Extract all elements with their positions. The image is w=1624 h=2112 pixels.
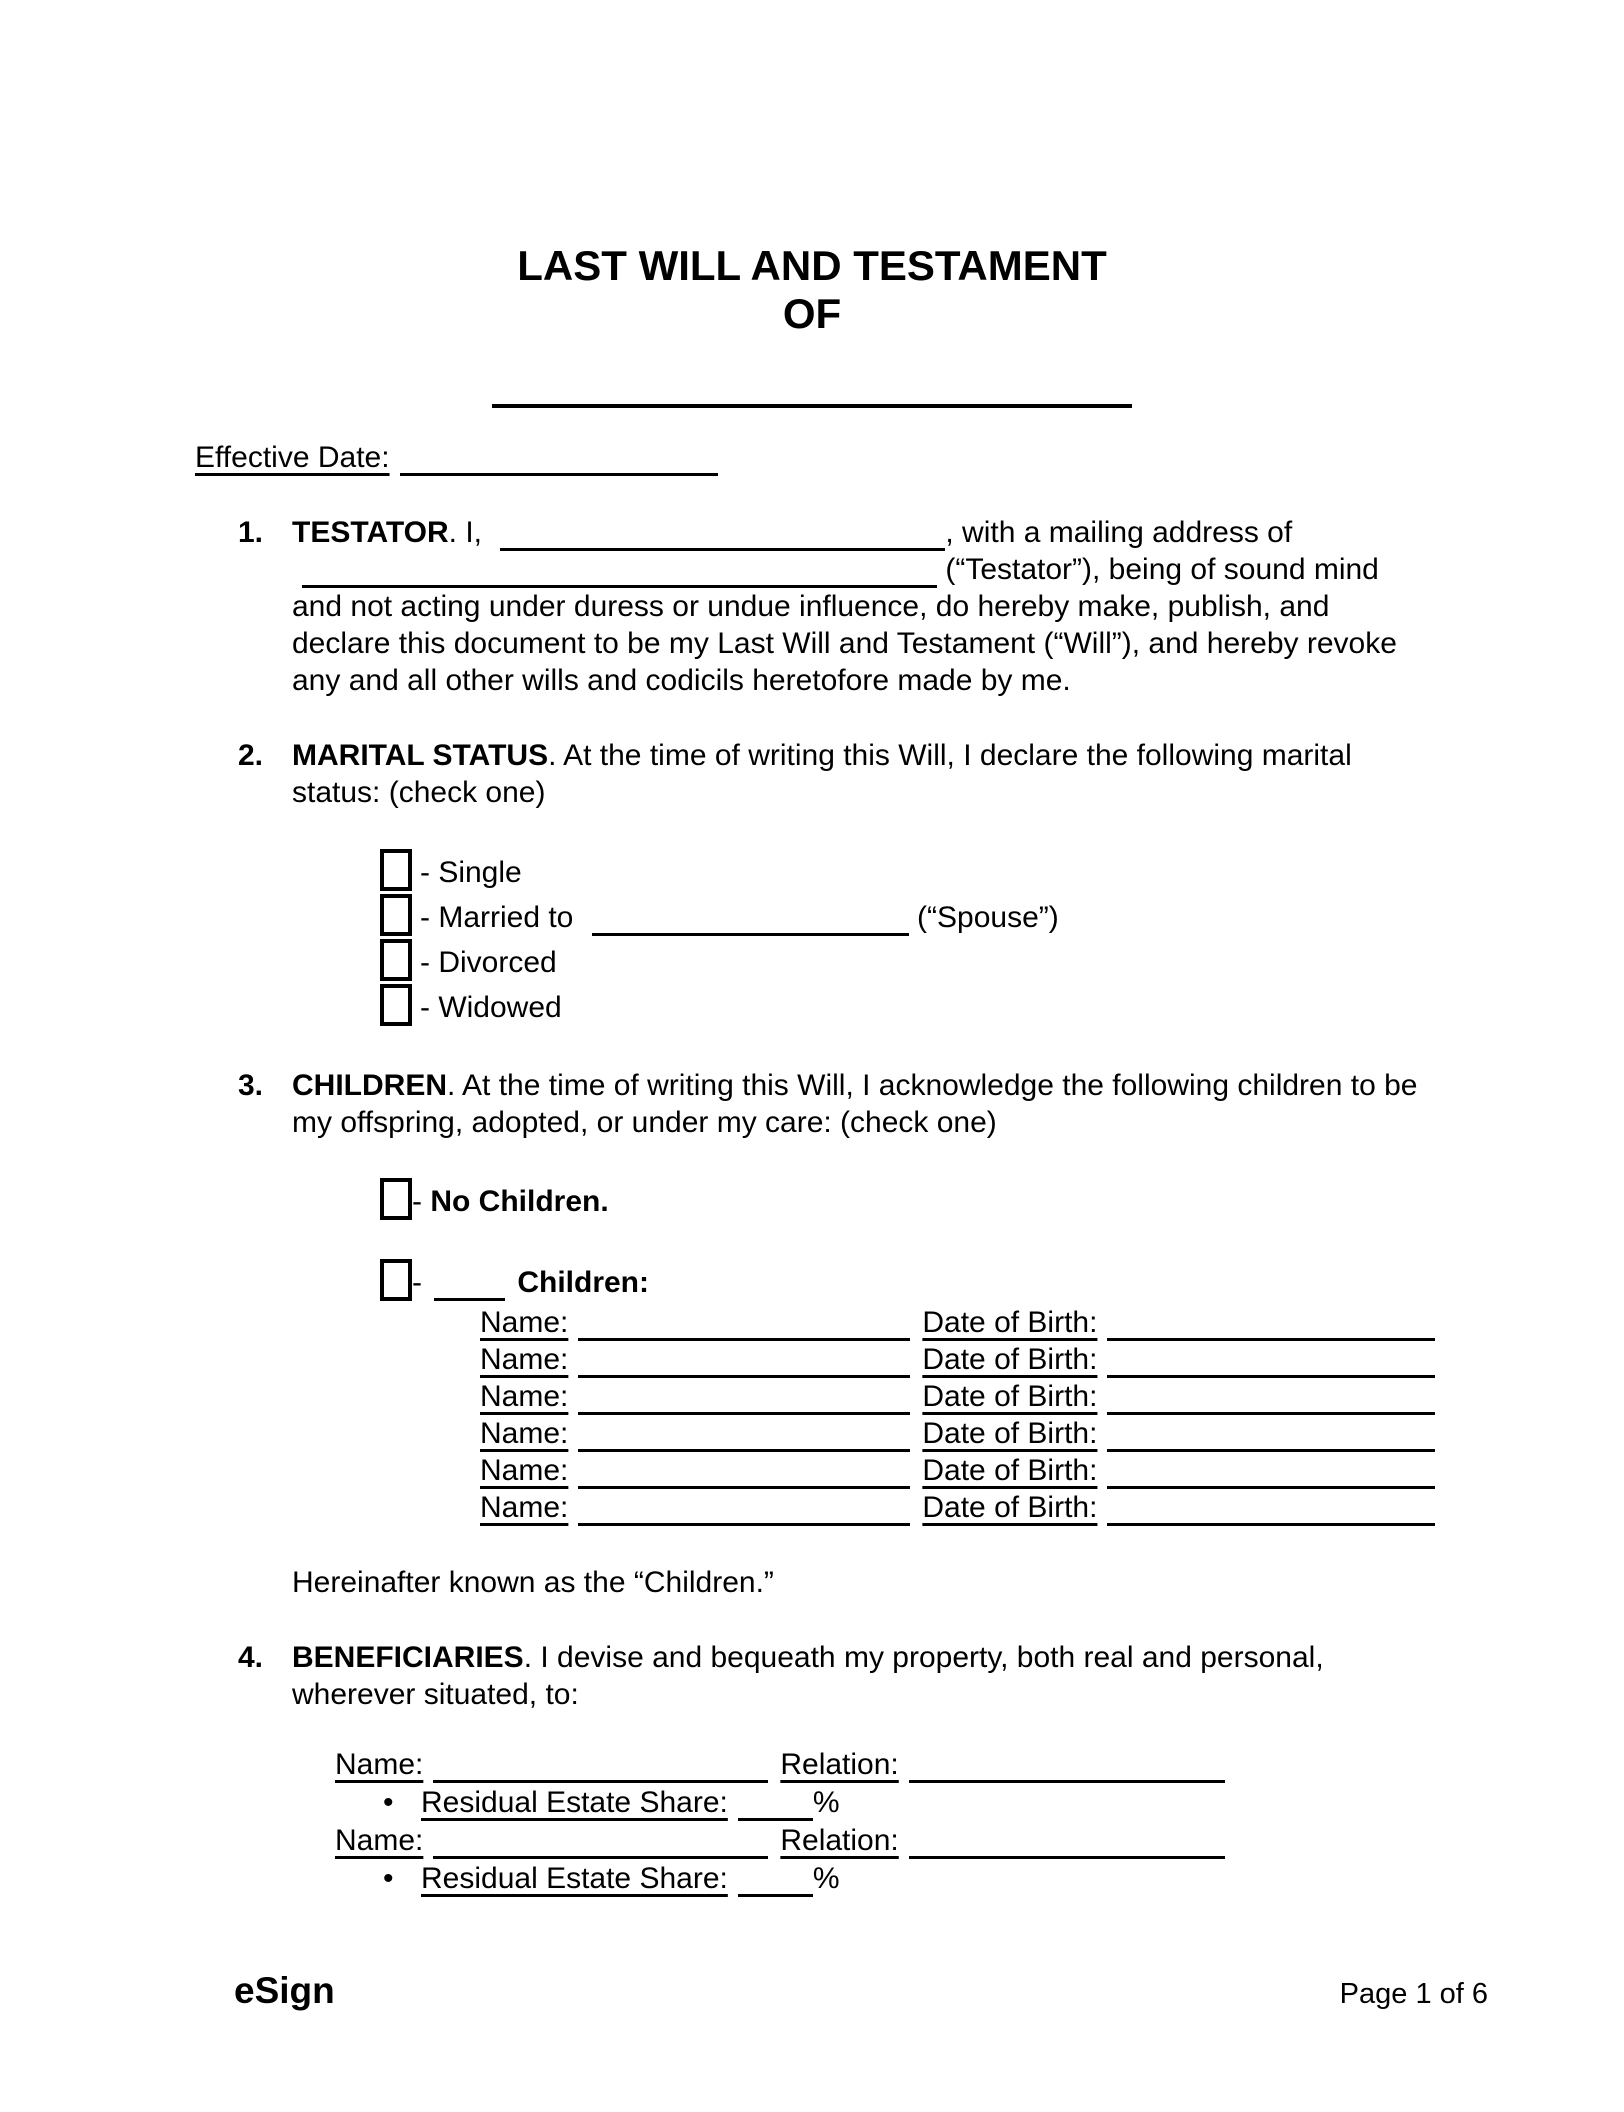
esign-logo: eSign — [234, 1970, 335, 2011]
testator-full-name-blank[interactable] — [500, 526, 945, 551]
residual-share-label: Residual Estate Share: — [421, 1786, 728, 1819]
percent-sign: % — [812, 1862, 840, 1895]
beneficiary-relation-label: Relation: — [780, 1748, 899, 1781]
child-dob-label: Date of Birth: — [922, 1454, 1098, 1487]
section-number: 2. — [238, 739, 264, 772]
spouse-name-blank[interactable] — [592, 911, 909, 936]
child-dob-label: Date of Birth: — [922, 1491, 1098, 1524]
hereinafter-note: Hereinafter known as the “Children.” — [292, 1566, 774, 1599]
child-name-blank[interactable] — [578, 1464, 910, 1489]
child-dob-blank[interactable] — [1107, 1390, 1435, 1415]
section-number: 4. — [238, 1641, 264, 1674]
section-number: 1. — [238, 516, 264, 549]
section-marital-body — [292, 737, 1429, 1029]
beneficiary-name-label: Name: — [335, 1824, 424, 1857]
title-line1: LAST WILL AND TESTAMENT — [517, 242, 1107, 289]
beneficiary-name-label: Name: — [335, 1748, 424, 1781]
child-dob-label: Date of Birth: — [922, 1343, 1098, 1376]
residual-share-blank[interactable] — [738, 1796, 813, 1821]
percent-sign: % — [812, 1786, 840, 1819]
section-children-body — [292, 1067, 1429, 1601]
page-indicator: Page 1 of 6 — [1339, 1978, 1488, 2010]
no-children-label: No Children. — [430, 1185, 609, 1218]
bullet-icon: • — [383, 1862, 394, 1895]
beneficiary-list — [292, 1746, 1429, 1898]
checkbox-widowed[interactable] — [380, 984, 412, 1026]
option-divorced-label: - Divorced — [420, 946, 557, 979]
child-dob-blank[interactable] — [1107, 1316, 1435, 1341]
section-beneficiaries — [195, 1639, 1429, 1898]
child-name-label: Name: — [480, 1491, 569, 1524]
marital-body-text: . At the time of writing this Will, I declare the following marital status: (check one) — [292, 739, 1352, 809]
child-dob-label: Date of Birth: — [922, 1417, 1098, 1450]
child-name-blank[interactable] — [578, 1501, 910, 1526]
section-testator-body — [292, 514, 1429, 699]
beneficiary-row — [335, 1746, 1429, 1784]
beneficiaries-body-text: . I devise and bequeath my property, both real and personal, wherever situated, to: — [292, 1641, 1324, 1711]
section-number: 3. — [238, 1069, 264, 1102]
effective-date-blank[interactable] — [400, 451, 718, 476]
child-dob-blank[interactable] — [1107, 1427, 1435, 1452]
child-row — [480, 1452, 1429, 1489]
testator-body-text: (“Testator”), being of sound mind and not acting under duress or undue influence, do hereby make, publish, and declare this document to be my Last Will and Testament (“Will”), and hereby revoke any and all other wills and codicils heretofore made by me. — [292, 553, 1397, 697]
testator-mailing-text: , with a mailing address of — [945, 516, 1293, 549]
page-footer — [234, 1972, 1488, 2013]
option-widowed-label: - Widowed — [420, 991, 562, 1024]
beneficiary-name-blank[interactable] — [433, 1834, 768, 1859]
section-testator — [195, 514, 1429, 699]
child-name-label: Name: — [480, 1380, 569, 1413]
marital-options — [380, 849, 1429, 1029]
section-children-heading: CHILDREN — [292, 1069, 447, 1102]
beneficiary-share-row — [383, 1860, 1429, 1898]
section-children — [195, 1067, 1429, 1601]
child-row — [480, 1341, 1429, 1378]
bullet-icon: • — [383, 1786, 394, 1819]
child-name-blank[interactable] — [578, 1316, 910, 1341]
child-name-label: Name: — [480, 1306, 569, 1339]
beneficiary-relation-blank[interactable] — [909, 1758, 1225, 1783]
children-list — [480, 1304, 1429, 1526]
checkbox-divorced[interactable] — [380, 939, 412, 981]
option-spouse-label: (“Spouse”) — [908, 901, 1059, 934]
child-name-label: Name: — [480, 1454, 569, 1487]
option-married-label: - Married to — [420, 901, 582, 934]
checkbox-married[interactable] — [380, 894, 412, 936]
beneficiary-share-row — [383, 1784, 1429, 1822]
testator-lead-text: . I, — [448, 516, 491, 549]
residual-share-label: Residual Estate Share: — [421, 1862, 728, 1895]
child-dob-label: Date of Birth: — [922, 1306, 1098, 1339]
child-dob-blank[interactable] — [1107, 1501, 1435, 1526]
no-children-row — [380, 1178, 1429, 1223]
testator-name-blank[interactable] — [492, 404, 1132, 408]
beneficiary-name-blank[interactable] — [433, 1758, 768, 1783]
children-count-blank[interactable] — [434, 1276, 505, 1301]
effective-date-label: Effective Date: — [195, 441, 390, 474]
effective-date-row — [195, 439, 1429, 476]
section-marital-status — [195, 737, 1429, 1029]
child-name-blank[interactable] — [578, 1353, 910, 1378]
child-row — [480, 1378, 1429, 1415]
option-divorced-row — [380, 939, 1429, 984]
title-line2: OF — [782, 290, 842, 337]
has-children-label: Children: — [517, 1266, 649, 1299]
has-children-dash: - — [412, 1266, 431, 1299]
document-title — [195, 242, 1429, 338]
section-testator-heading: TESTATOR — [292, 516, 449, 549]
children-body-text: . At the time of writing this Will, I acknowledge the following children to be my offspring, adopted, or under my care: (check one) — [292, 1069, 1418, 1139]
has-children-row — [380, 1259, 1429, 1304]
child-row — [480, 1304, 1429, 1341]
checkbox-no-children[interactable] — [380, 1178, 412, 1220]
checkbox-has-children[interactable] — [380, 1259, 412, 1301]
child-dob-blank[interactable] — [1107, 1353, 1435, 1378]
child-name-blank[interactable] — [578, 1427, 910, 1452]
child-name-label: Name: — [480, 1343, 569, 1376]
section-beneficiaries-heading: BENEFICIARIES — [292, 1641, 524, 1674]
child-dob-blank[interactable] — [1107, 1464, 1435, 1489]
section-beneficiaries-body — [292, 1639, 1429, 1898]
child-name-label: Name: — [480, 1417, 569, 1450]
child-dob-label: Date of Birth: — [922, 1380, 1098, 1413]
child-name-blank[interactable] — [578, 1390, 910, 1415]
no-children-dash: - — [412, 1185, 431, 1218]
residual-share-blank[interactable] — [738, 1872, 813, 1897]
beneficiary-row — [335, 1822, 1429, 1860]
section-marital-heading: MARITAL STATUS — [292, 739, 549, 772]
option-married-row — [380, 894, 1429, 939]
option-single-label: - Single — [420, 856, 522, 889]
option-widowed-row — [380, 984, 1429, 1029]
beneficiary-relation-label: Relation: — [780, 1824, 899, 1857]
child-row — [480, 1415, 1429, 1452]
child-row — [480, 1489, 1429, 1526]
beneficiary-relation-blank[interactable] — [909, 1834, 1225, 1859]
checkbox-single[interactable] — [380, 849, 412, 891]
testator-address-blank[interactable] — [302, 563, 937, 588]
option-single-row — [380, 849, 1429, 894]
